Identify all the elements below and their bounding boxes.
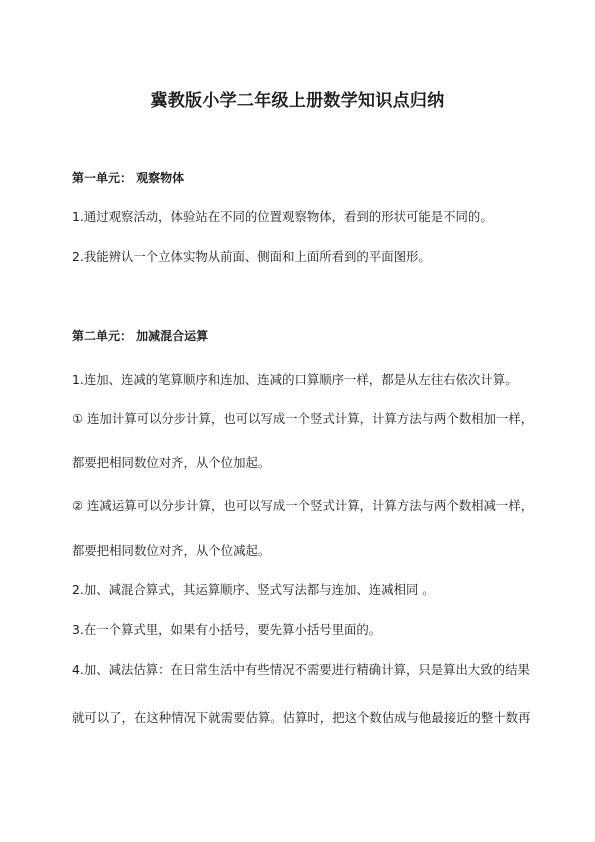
document-title: 冀教版小学二年级上册数学知识点归纳 — [150, 91, 445, 111]
unit1-paragraph-2: 2.我能辨认一个立体实物从前面、侧面和上面所看到的平面图形。 — [72, 249, 431, 264]
unit1-heading: 第一单元： 观察物体 — [72, 171, 185, 185]
unit2-circled-item-2-line-1: ② 连减运算可以分步计算，也可以写成一个竖式计算，计算方法与两个数相减一样， — [72, 498, 534, 513]
unit2-paragraph-4-line-2: 就可以了，在这种情况下就需要估算。估算时，把这个数估成与他最接近的整十数再 — [72, 710, 531, 725]
unit2-circled-item-1-line-2: 都要把相同数位对齐，从个位加起。 — [72, 455, 271, 470]
unit2-paragraph-1: 1.连加、连减的笔算顺序和连加、连减的口算顺序一样，都是从左往右依次计算。 — [72, 372, 518, 387]
unit2-heading: 第二单元： 加减混合运算 — [72, 329, 209, 343]
unit1-paragraph-1: 1.通过观察活动，体验站在不同的位置观察物体，看到的形状可能是不同的。 — [72, 209, 493, 224]
unit2-paragraph-3: 3.在一个算式里，如果有小括号，要先算小括号里面的。 — [72, 622, 382, 637]
unit2-paragraph-4-line-1: 4.加、减法估算：在日常生活中有些情况不需要进行精确计算，只是算出大致的结果 — [72, 662, 530, 677]
unit2-circled-item-2-line-2: 都要把相同数位对齐，从个位减起。 — [72, 543, 271, 558]
unit2-paragraph-2: 2.加、减混合算式，其运算顺序、竖式写法都与连加、连减相同 。 — [72, 582, 435, 597]
unit2-circled-item-1-line-1: ① 连加计算可以分步计算，也可以写成一个竖式计算，计算方法与两个数相加一样， — [72, 411, 534, 426]
